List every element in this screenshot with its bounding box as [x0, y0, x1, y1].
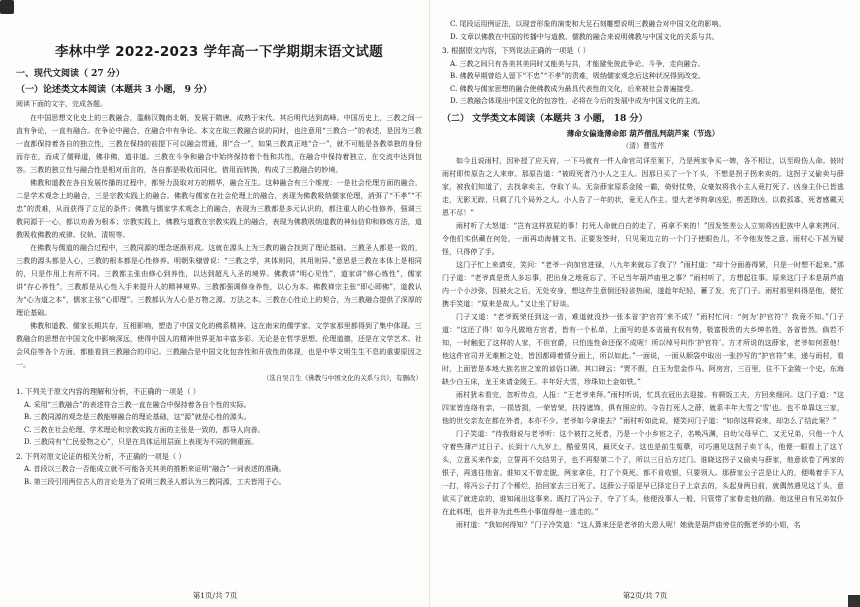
- passage-paragraph: 在中国思想文化史上的三教融合，滥觞汉魏南北朝，发展于隋唐，成熟于宋代。其后明代达到高峰。中国历史上，三教之间一直有争论，一直有融合。在争论中融合，在融合中有争论。本文在取三教融合说的同时，也注意用“三教合一”的表述，是因为三教一直都保持着各自的独立性，三教在保持的前提下可以融会贯通，即“合一”，如果三教真正地“合一”，就不可能是各教单独的身份而存在，而成了儒释道，佛非佛，道非道。三教在斗争和融合中始终保持着个性和共性，在融合中保持着独立，在交流中达到包容。三教的独立性与融合性是相对而言的，各自都是吸收而同化，借用而转换，构成了三教融合的妙境。: [16, 114, 422, 174]
- story-paragraph: 雨村道：“我如何得知？”门子冷笑道：“这人算来还是老爷的大恩人呢！她就是葫芦庙旁住的甄老爷的小姐，名: [456, 520, 801, 529]
- story-paragraph: 门子又道：“老爷既荣任到这一省，难道就没抄一张本省‘护官符’来不成？”雨村忙问：“何为‘护官符’？我竟不知。”门子道：“这还了得！如今凡做地方官者，皆有一个私单，上面写的是本省最有权有势，极富极贵的大乡绅名姓，各省皆然。倘若不知，一时触犯了这样的人家，不但官爵，只怕连性命还保不成呢！所以绰号叫作‘护官符’。方才所说的这薛家，老爷如何惹他！他这件官司并无难断之处，皆因都碍着情分面上，所以如此。”一面说，一面从顺袋中取出一张抄写的“护官符”来，递与雨村，看时，上面皆是本地大族名宦之家的谚俗口碑。其口碑云：“贾不假，白玉为堂金作马。阿房宫，三百里，住不下金陵一个史。东海缺少白玉床，龙王来请金陵王。丰年好大雪，珍珠如土金如铁。”: [442, 312, 844, 386]
- question-2-option-d: D. 文章以佛教在中国的传播中与道教、儒教的融合来说明佛教与中国文化的关系与共。: [450, 32, 719, 41]
- part1-intro: 阅读下面的文字，完成各题。: [16, 100, 107, 108]
- question-1-option-d: D. 三教同有“仁民爱物之心”，只是在具体运用层面上表现为不同的侧重面。: [24, 438, 258, 446]
- question-3-option-a: A. 三教之间只有各美其美同时又能美与共，才能避免彼此争论、斗争，走向融合。: [450, 59, 705, 68]
- question-2-option-b: B. 第三段引用两位古人的言论是为了说明三教圣人都认为三教同源，工夫皆用于心。: [24, 477, 286, 486]
- section1-title: 一、现代文阅读（ 27 分）: [16, 69, 125, 79]
- question-3-option-d: D. 三教融合体现出中国文化的包容性，必将在今后的发展中成为中国文化的主流。: [450, 97, 705, 105]
- question-1-option-c: C. 三教在社会伦理、学术理论和宗教实践方面的主张是一致的，都导人向善。: [24, 425, 265, 434]
- question-3-option-c: C. 佛教与儒家思想的融合使佛教成为最具代表性的文化，后来被社会普遍接受。: [450, 84, 698, 93]
- page-number-left: 第1页/共 7页: [192, 591, 238, 600]
- question-1-option-a: A. 采用“三教融合”的表述符合三教一直在融合中保持着各自个性的实际。: [24, 400, 251, 409]
- exam-title: 李林中学 2022-2023 学年高一下学期期末语文试题: [54, 44, 384, 60]
- story-paragraph: 雨村犹未看完，忽听传点，人报：“王老爷来拜。”雨村听说，忙具衣冠出去迎接。有顿饭工夫，方回来细问。这门子道：“这四家皆连络有亲，一损皆损，一荣皆荣，扶持遮饰，俱有照应的。今告打死人之薛，就系丰年大雪之‘雪’也。也不单靠这三家，他的世交亲友在都在外者，本亦不少。老爷如今拿谁去？”雨村听如此说，便笑问门子道：“如你这样说来，却怎么了结此案？”: [442, 390, 844, 425]
- story-paragraph: 这门子忙上来请安，笑问：“老爷一向加官进禄，八九年来就忘了我了？”雨村道：“却十分面善得紧，只是一时想不起来。”那门子道：“老爷真是贵人多忘事，把出身之地竟忘了，不记当年葫芦庙里之事？”雨村听了，方想起往事。原来这门子本是葫芦庙内一个小沙弥，因被火之后，无处安身，想这件生意倒还轻省热闹，遂趁年纪轻，蓄了发，充了门子。雨村那里料得是他，便忙携手笑道：“原来是故人。”又让坐了好谈。: [442, 260, 844, 308]
- question-3-option-b: B. 佛教早期曾给人留下“不忠”“不孝”的责难，吸纳儒家观念后这种状况得到改变。: [450, 72, 705, 80]
- question-3-stem: 3. 根据原文内容，下列说法正确的一项是（ ）: [442, 46, 590, 55]
- passage-source: （选自吴言生《佛教与中国文化的关系与共》，有删改）: [262, 374, 422, 382]
- story-author: （清）曹雪芹: [622, 141, 664, 150]
- question-2-stem: 2. 下列对原文论证的相关分析，不正确的一项是（ ）: [16, 451, 186, 461]
- page-number-right: 第2页/共 7页: [622, 591, 668, 600]
- question-2-option-a: A. 首段以三教合一否能成立就不可能各关其美的推断来证明“融合”一词表述的准确。: [24, 465, 286, 473]
- passage-paragraph: 在佛教与儒道的融合过程中，三教同源的理念逐渐形成。这就在源头上为三教的融合找到了理论基础。三教圣人都是一致的，三教的源头都是人心，三教的根本都是心性修养。明朝朱棣曾说：“三教之学，其体则同，其用则异。”意思是三教在本体上是相同的，只是作用上有所不同。三教都主张由修心到养性，以达到超凡入圣的境界。佛教讲“明心见性”，道家讲“修心炼性”，儒家讲“存心养性”，三教都是从心性入手来提升人的精神境界。三教都强调修身养性，以心为本。佛教禅宗主张“即心即佛”，道教认为“心为道之本”，儒家主张“心即理”。三教都认为人心是万物之源、万法之本。三教在心性论上的契合，为三教融合提供了深厚的理论基础。: [16, 244, 422, 317]
- question-1-stem: 1. 下列关于原文内容的理解和分析，不正确的一项是（ ）: [16, 387, 200, 396]
- story-paragraph: 门子笑道：“待我细说与老爷听：这个被打之死者，乃是一个小乡宦之子，名唤冯渊，自幼父母早亡，又无兄弟，只他一个人守着些薄产过日子。长到十八九岁上，酷爱男风，最厌女子。这也是前生冤孽，可巧遇见这拐子卖丫头，他便一眼看上了这丫头，立意买来作妾，立誓再不交结男子，也不再娶第二个了，所以三日后方过门。谁晓这拐子又偷卖与薛家，他意欲卷了两家的银子，再逃往他省。谁知又不曾走脱，两家拿住，打了个臭死，都不肯收银，只要领人。那薛家公子岂是让人的，便喝着手下人一打，将冯公子打了个稀烂，抬回家去三日死了。这薛公子原是早已择定日子上京去的，头起身两日前，就偶然遇见这丫头，意欲买了就进京的，谁知闹出这事来。既打了冯公子，夺了丫头，他便没事人一般，只管带了家眷走他的路。他这里自有兄弟奴仆在此料理，也并非为此些些小事值得他一逃走的。”: [442, 429, 844, 516]
- passage-paragraph: 佛教和道教在各自发展传播的过程中，都努力汲取对方的精华，融合互生。这种融合有三个维度：一是社会伦理方面的融合，二是学术观念上的融合，三是宗教实践上的融合。佛教与儒家在社会伦理上的融合，表现为佛教吸纳儒家伦理，消弭了“不孝”“不忠”的责难，从而获得了立足的条件；佛教与儒家学术观念上的融合，表现为三教都是多元认识的，都注重人的心性修养，强调三教同源于一心，都以劝善为根本；宗教实践上，佛教与道教在宗教实践上的融合，表现为佛教吸纳道教的神仙信仰和修炼方法，道教吸收佛教的戒律、仪轨、清规等。: [16, 179, 422, 239]
- right-page: [430, 0, 860, 607]
- scan-artifact: [0, 0, 14, 14]
- scan-artifact: [848, 595, 860, 607]
- question-2-option-c: C. 尾段运用例证法，以现音形象的演变和大足石刻雕塑说明三教融合对中国文化的影响。: [450, 20, 726, 28]
- passage-paragraph: 佛教和道教、儒家长期共存，互相影响，塑造了中国文化的佛系精神。这在南宋的儒学家、文学家那里都得到了集中体现。三教融合的思想在中国文化中影响深远，使得中国人的精神世界更加丰富多彩。无论是在哲学思想、伦理道德，还是在文学艺术、社会风俗等各个方面，都能看到三教融合的印记。三教融合是中国文化包容性和开放性的体现，也是中华文明生生不息的重要原因之一。: [16, 322, 422, 369]
- story-paragraph: 雨村听了大怒道：“岂有这样放屁的事！打死人命就白白的走了，再拿不来的！”因发签差公人立刻将凶犯族中人拿来拷问，令他们实供藏在何处，一面再动海捕文书。正要发签时，只见案边立的一个门子使眼色儿，不令他发签之意。雨村心下甚为疑怪，只得停了手。: [442, 221, 844, 256]
- story-paragraph: 如今且说雨村，因补授了应天府，一下马就有一件人命官司详至案下，乃是两家争买一婢，各不相让，以至殴伤人命。彼时雨村即传原告之人来审。那原告道：“被殴死者乃小人之主人。因那日买了一个丫头，不想是拐子拐来卖的。这拐子又偷卖与薛家，被我们知道了，去找拿卖主，夺取丫头。无奈薛家原系金陵一霸，倚财仗势，众豪奴将我小主人竟打死了。凶身主仆已皆逃走，无影无踪，只剩了几个局外之人。小人告了一年的状，竟无人作主。望大老爷拘拿凶犯，剪恶除凶，以救孤寡，死者感戴天恩不尽！”: [442, 156, 844, 217]
- part1-title: （一）论述类文本阅读（本题共 3 小题， 9 分）: [16, 85, 213, 95]
- story-title: 薄命女偏逢薄命郎 葫芦僧乱判葫芦案（节选）: [566, 128, 720, 138]
- question-1-option-b: B. 三教同源的观念是三教能够融合的理论基础，这“源”就是心性的源头。: [24, 413, 251, 421]
- part2-title: （二） 文学类文本阅读（本题共 3 小题， 18 分）: [442, 113, 648, 124]
